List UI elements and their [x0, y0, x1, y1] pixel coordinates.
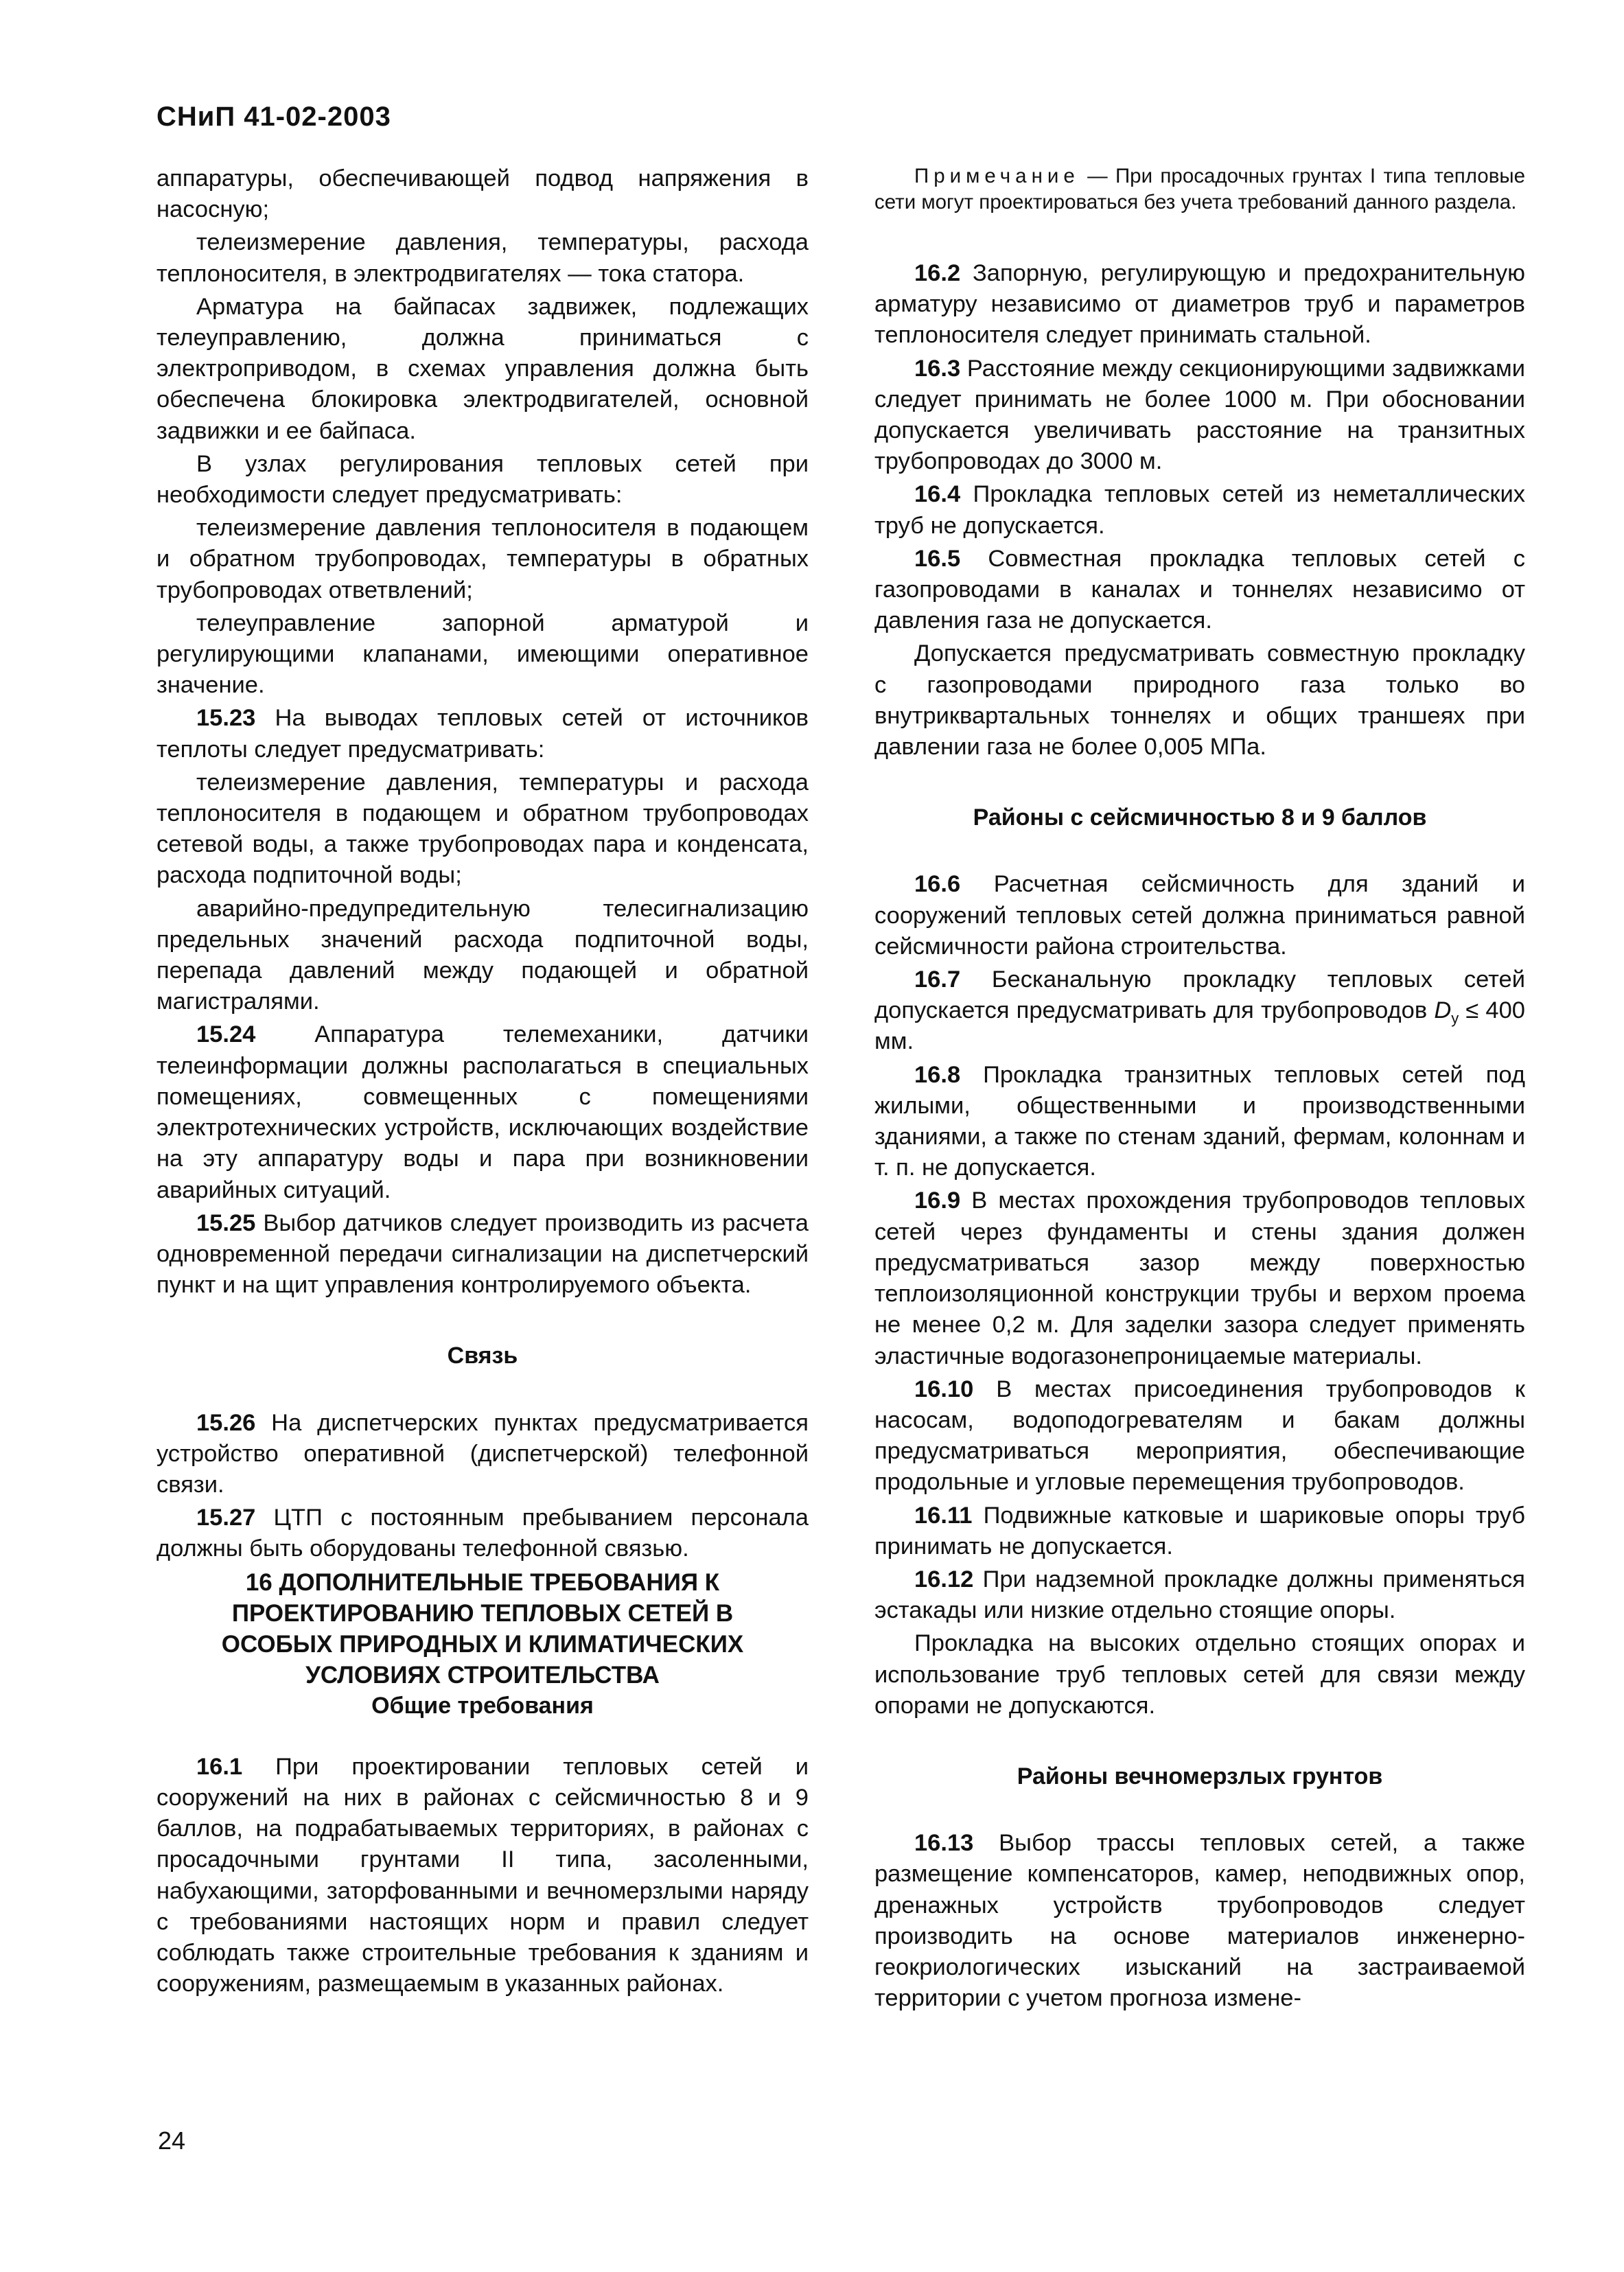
section-heading-seismic: Районы с сейсмичностью 8 и 9 баллов — [973, 804, 1427, 831]
clause-number: 16.4 — [914, 481, 961, 508]
note — [874, 163, 1525, 216]
clause-16-7 — [874, 964, 1525, 1058]
clause-16-3 — [874, 353, 1525, 478]
section-heading-svyaz: Связь — [447, 1343, 518, 1369]
clause-number: 15.27 — [196, 1505, 256, 1531]
clause-number: 16.8 — [914, 1061, 961, 1088]
clause-number: 15.25 — [196, 1209, 256, 1236]
clause-number: 16.5 — [914, 545, 961, 572]
clause-text: При надземной прокладке должны применяться эстакады или низкие отдельно стоящие опоры. — [874, 1566, 1525, 1624]
clause-number: 16.7 — [914, 966, 961, 993]
clause-text: В местах прохождения трубопроводов тепловых сетей через фундаменты и стены здания должен предусматриваться зазор между поверхностью теплоизоляционной конструкции трубы и верхом проема не менее 0,2 м. Для заделки зазора следует применять эластичные водогазонепроницаемые материалы. — [874, 1187, 1525, 1369]
clause-16-1 — [156, 1752, 809, 2000]
clause-number: 15.26 — [196, 1409, 256, 1436]
clause-text: Бесканальную прокладку тепловых сетей допускается предусматривать для трубопроводов — [874, 966, 1525, 1024]
document-header: СНиП 41-02-2003 — [156, 102, 391, 132]
clause-text: Запорную, регулирующую и предохранительную арматуру независимо от диаметров труб и параметров теплоносителя следует принимать стальной. — [874, 260, 1525, 349]
paragraph: В узлах регулирования тепловых сетей при необходимости следует предусматривать: — [156, 450, 809, 509]
diameter-symbol: D — [1434, 997, 1452, 1024]
clause-15-23 — [156, 703, 809, 765]
clause-number: 16.2 — [914, 260, 961, 286]
clause-16-12 — [874, 1564, 1525, 1626]
clause-number: 16.9 — [914, 1187, 961, 1214]
paragraph: Допускается предусматривать совместную прокладку с газопроводами природного газа только во внутриквартальных тоннелях и общих траншеях при давлении газа не более 0,005 МПа. — [874, 640, 1525, 761]
clause-16-5 — [874, 544, 1525, 637]
clause-number: 16.3 — [914, 355, 961, 382]
clause-text: Прокладка тепловых сетей из неметаллических труб не допускается. — [874, 481, 1525, 539]
clause-text: Выбор датчиков следует производить из расчета одновременной передачи сигнализации на диспетчерский пункт и на щит управления контролируемого объекта. — [156, 1209, 809, 1299]
clause-16-13 — [874, 1828, 1525, 2014]
clause-number: 16.1 — [196, 1753, 243, 1780]
page-number: 24 — [158, 2126, 186, 2155]
clause-16-11 — [874, 1500, 1525, 1562]
note-text: — При просадочных грунтах I типа тепловые сети могут проектироваться без учета требований данного раздела. — [874, 165, 1525, 213]
clause-text: Расчетная сейсмичность для зданий и сооружений тепловых сетей должна приниматься равной сейсмичности района строительства. — [874, 871, 1525, 960]
paragraph: аппаратуры, обеспечивающей подвод напряжения в насосную; — [156, 165, 809, 223]
clause-number: 15.24 — [196, 1021, 256, 1048]
clause-text: Выбор трассы тепловых сетей, а также размещение компенсаторов, камер, неподвижных опор, дренажных устройств трубопроводов следует производить на основе материалов инженерно-геокриологических изысканий на застраиваемой территории с учетом прогноза измене- — [874, 1830, 1525, 2012]
paragraph: телеизмерение давления теплоносителя в подающем и обратном трубопроводах, температуры в обратных трубопроводах ответвлений; — [156, 515, 809, 603]
paragraph: Прокладка на высоких отдельно стоящих опорах и использование труб тепловых сетей для связи между опорами не допускаются. — [874, 1630, 1525, 1719]
clause-15-27 — [156, 1503, 809, 1564]
right-column — [874, 163, 1525, 2014]
section-heading-general: Общие требования — [371, 1692, 594, 1719]
clause-number: 15.23 — [196, 705, 256, 732]
note-label: Примечание — [914, 165, 1080, 187]
paragraph: телеизмерение давления, температуры и расхода теплоносителя в подающем и обратном трубопроводах сетевой воды, а также трубопроводах пара и конденсата, расхода подпиточной воды; — [156, 769, 809, 889]
clause-15-24 — [156, 1019, 809, 1205]
clause-15-26 — [156, 1408, 809, 1501]
clause-text: В местах присоединения трубопроводов к насосам, водоподогревателям и бакам должны предусматриваться мероприятия, обеспечивающие продольные и угловые перемещения трубопроводов. — [874, 1376, 1525, 1496]
clause-text: При проектировании тепловых сетей и сооружений на них в районах с сейсмичностью 8 и 9 баллов, на подрабатываемых территориях, в районах с просадочными грунтами II типа, засоленными, набухающими, заторфованными и вечномерзлыми наряду с требованиями настоящих норм и правил следует соблюдать также строительные требования к зданиям и сооружениям, размещаемым в указанных районах. — [156, 1753, 809, 1997]
clause-text: Аппаратура телемеханики, датчики телеинформации должны располагаться в специальных помещениях, совмещенных с помещениями электротехнических устройств, исключающих воздействие на эту аппаратуру воды и пара при возникновении аварийных ситуаций. — [156, 1021, 809, 1203]
clause-text-end: ≤ 400 мм. — [874, 997, 1525, 1055]
clause-15-25 — [156, 1208, 809, 1301]
clause-number: 16.10 — [914, 1376, 974, 1402]
clause-number: 16.13 — [914, 1830, 974, 1857]
clause-number: 16.12 — [914, 1566, 974, 1592]
diameter-subscript: у — [1451, 1010, 1459, 1028]
clause-16-2 — [874, 258, 1525, 351]
clause-number: 16.11 — [914, 1502, 973, 1529]
section-heading-permafrost: Районы вечномерзлых грунтов — [1017, 1763, 1383, 1789]
clause-16-10 — [874, 1374, 1525, 1498]
paragraph: Арматура на байпасах задвижек, подлежащих телеуправлению, должна приниматься с электроприводом, в схемах управления должна быть обеспечена блокировка электродвигателей, основной задвижки и ее байпаса. — [156, 293, 809, 444]
clause-16-4 — [874, 479, 1525, 541]
clause-text: На диспетчерских пунктах предусматривается устройство оперативной (диспетчерской) телефонной связи. — [156, 1409, 809, 1498]
clause-text: ЦТП с постоянным пребыванием персонала должны быть оборудованы телефонной связью. — [156, 1505, 809, 1562]
chapter-16-title: 16 ДОПОЛНИТЕЛЬНЫЕ ТРЕБОВАНИЯ К ПРОЕКТИРОВАНИЮ ТЕПЛОВЫХ СЕТЕЙ В ОСОБЫХ ПРИРОДНЫХ И КЛИМАТИЧЕСКИХ УСЛОВИЯХ СТРОИТЕЛЬСТВА — [221, 1568, 744, 1689]
clause-16-9 — [874, 1185, 1525, 1371]
clause-text: На выводах тепловых сетей от источников теплоты следует предусматривать: — [156, 705, 809, 763]
clause-16-6 — [874, 869, 1525, 962]
clause-16-8 — [874, 1060, 1525, 1184]
paragraph: телеизмерение давления, температуры, расхода теплоносителя, в электродвигателях — тока статора. — [156, 229, 809, 287]
clause-text: Подвижные катковые и шариковые опоры труб принимать не допускается. — [874, 1502, 1525, 1560]
clause-text: Прокладка транзитных тепловых сетей под жилыми, общественными и производственными зданиями, а также по стенам зданий, фермам, колоннам и т. п. не допускается. — [874, 1061, 1525, 1181]
clause-text: Расстояние между секционирующими задвижками следует принимать не более 1000 м. При обосновании допускается увеличивать расстояние на транзитных трубопроводах до 3000 м. — [874, 355, 1525, 475]
paragraph: аварийно-предупредительную телесигнализацию предельных значений расхода подпиточной воды, перепада давлений между подающей и обратной магистралями. — [156, 895, 809, 1015]
left-column — [156, 163, 809, 1999]
paragraph: телеуправление запорной арматурой и регулирующими клапанами, имеющими оперативное значение. — [156, 610, 809, 699]
clause-number: 16.6 — [914, 871, 961, 898]
clause-text: Совместная прокладка тепловых сетей с газопроводами в каналах и тоннелях независимо от давления газа не допускается. — [874, 545, 1525, 634]
